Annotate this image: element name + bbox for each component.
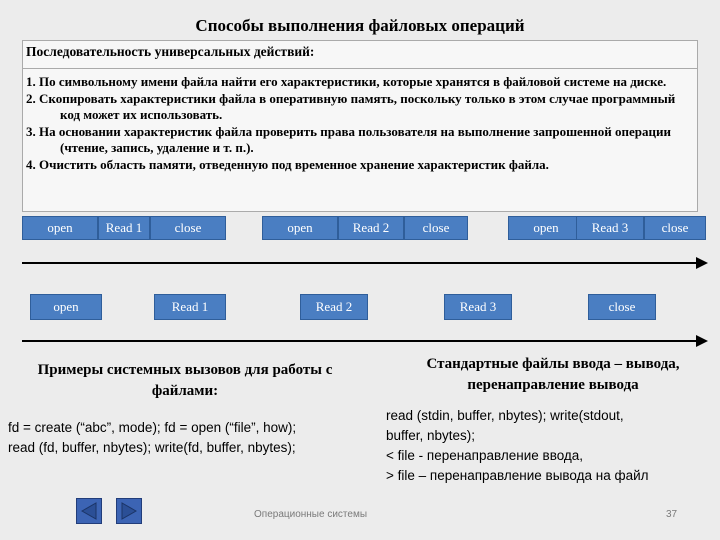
op-box-open: open: [262, 216, 338, 240]
stdio-examples: [386, 406, 716, 486]
op-box-read: Read 3: [576, 216, 644, 240]
op-box-close: close: [644, 216, 706, 240]
nav-forward-button[interactable]: [116, 498, 142, 524]
op-box-close: close: [588, 294, 656, 320]
op-box-read: Read 3: [444, 294, 512, 320]
page-number: 37: [666, 509, 678, 520]
op-box-read: Read 2: [338, 216, 404, 240]
arrow-icon: [696, 257, 708, 269]
slide-title: Способы выполнения файловых операций: [195, 16, 525, 35]
nav-back-icon: [77, 499, 101, 523]
arrow-icon: [696, 335, 708, 347]
panel-divider: [22, 68, 698, 69]
stdio-heading: Стандартные файлы ввода – вывода, перенаправление вывода: [426, 356, 680, 393]
step-item: 2. Скопировать характеристики файла в оперативную память, поскольку только в этом случае программный код может их использовать.: [26, 90, 676, 122]
steps-subtitle: Последовательность универсальных действий:: [26, 44, 315, 59]
syscalls-heading: Примеры системных вызовов для работы с файлами:: [37, 362, 333, 399]
code-line: fd = create (“abc”, mode); fd = open (“file”, how);: [8, 420, 297, 435]
op-box-read: Read 2: [300, 294, 368, 320]
code-line: buffer, nbytes);: [386, 428, 476, 443]
syscalls-examples: [8, 418, 378, 458]
nav-back-button[interactable]: [76, 498, 102, 524]
step-item: 3. На основании характеристик файла проверить права пользователя на выполнение запрошенной операции (чтение, запись, удаление и т. п.).: [26, 123, 671, 155]
code-line: read (stdin, buffer, nbytes); write(stdout,: [386, 408, 624, 423]
step-item: 1. По символьному имени файла найти его характеристики, которые хранятся в файловой системе на диске.: [26, 74, 667, 89]
code-line: read (fd, buffer, nbytes); write(fd, buffer, nbytes);: [8, 440, 296, 455]
op-box-open: open: [30, 294, 102, 320]
op-box-read: Read 1: [98, 216, 150, 240]
timeline-axis-1: [22, 262, 702, 264]
code-line: < file - перенаправление ввода,: [386, 448, 584, 463]
code-line: > file – перенаправление вывода на файл: [386, 468, 649, 483]
op-box-open: open: [508, 216, 584, 240]
op-box-close: close: [150, 216, 226, 240]
nav-forward-icon: [117, 499, 141, 523]
timeline-axis-2: [22, 340, 702, 342]
steps-list: [26, 74, 694, 173]
op-box-close: close: [404, 216, 468, 240]
step-item: 4. Очистить область памяти, отведенную под временное хранение характеристик файла.: [26, 156, 549, 172]
op-box-open: open: [22, 216, 98, 240]
op-box-read: Read 1: [154, 294, 226, 320]
footer-text: Операционные системы: [254, 509, 368, 520]
